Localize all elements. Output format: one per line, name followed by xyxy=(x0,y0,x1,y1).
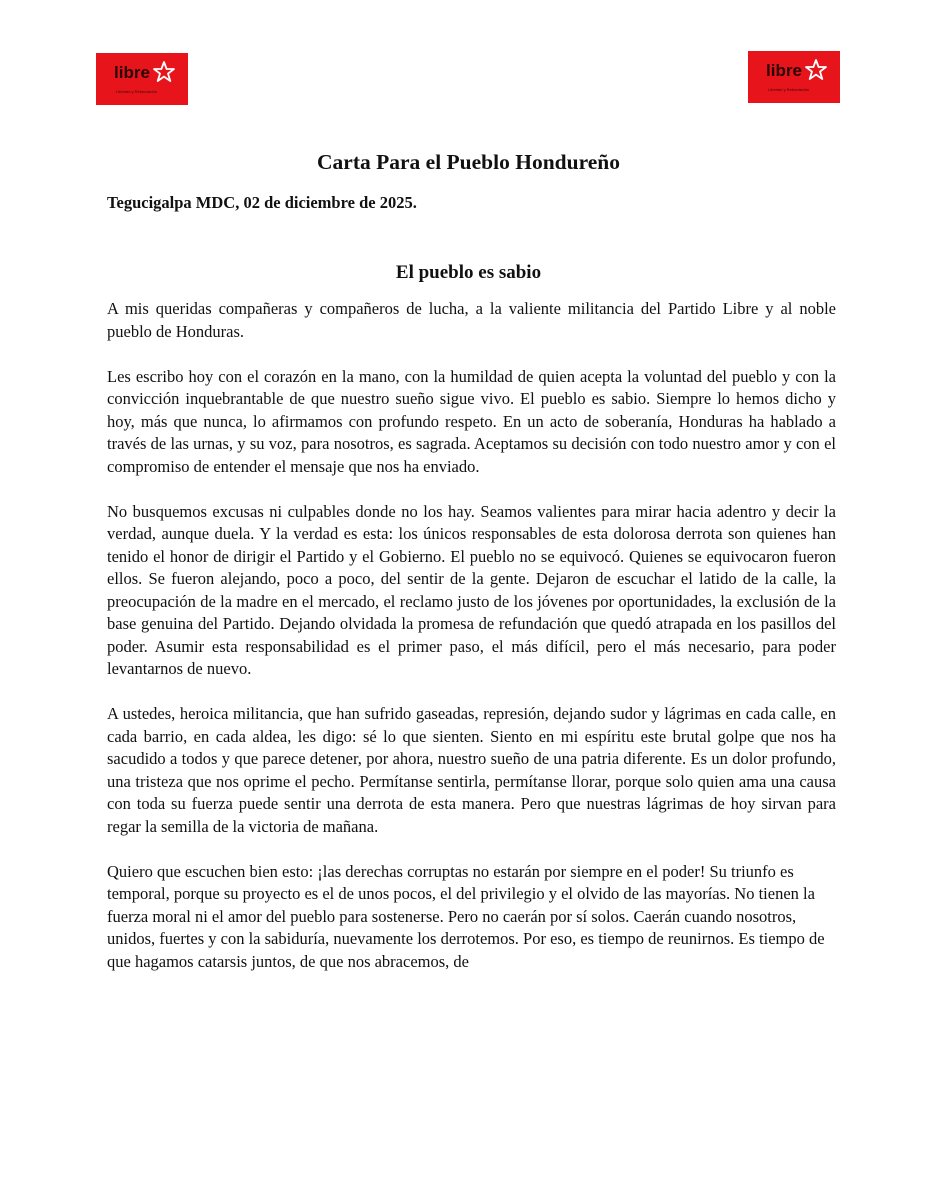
document-title: Carta Para el Pueblo Hondureño xyxy=(317,150,620,174)
paragraph: Les escribo hoy con el corazón en la mano, con la humildad de quien acepta la voluntad del pueblo y con la convicción inquebrantable de que nuestro sueño sigue vivo. El pueblo es sabio. Siempre lo hemos dicho y hoy, más que nunca, lo afirmamos con profundo respeto. En un acto de soberanía, Honduras ha hablado a través de las urnas, y su voz, para nosotros, es sagrada. Aceptamos su decisión con todo nuestro amor y con el compromiso de entender el mensaje que nos ha enviado. xyxy=(107,366,836,476)
logo-wordmark: libre xyxy=(114,63,150,82)
letter-body xyxy=(107,298,836,996)
logo-tagline: Libertad y Refundación xyxy=(768,87,810,92)
paragraph: A ustedes, heroica militancia, que han sufrido gaseadas, represión, dejando sudor y lágrimas en cada calle, en cada barrio, en cada aldea, les digo: sé lo que sienten. Siento en mi espíritu este brutal golpe que nos ha sacudido a todos y que parece detener, por ahora, nuestro sueño de una patria diferente. Es un dolor profundo, una tristeza que nos oprime el pecho. Permítanse sentirla, permítanse llorar, porque solo quien ama una causa con toda su fuerza puede sentir una derrota de esta manera. Pero que nuestras lágrimas de hoy sirvan para regar la semilla de la victoria de mañana. xyxy=(107,704,836,836)
party-logo-right xyxy=(748,51,840,103)
star-icon xyxy=(152,60,176,84)
logo-tagline: Libertad y Refundación xyxy=(116,89,158,94)
party-logo-left xyxy=(96,53,188,105)
paragraph: No busquemos excusas ni culpables donde no los hay. Seamos valientes para mirar hacia adentro y decir la verdad, aunque duela. Y la verdad es esta: los únicos responsables de esta dolorosa derrota son quienes han tenido el honor de dirigir el Partido y el Gobierno. El pueblo no se equivocó. Quienes se equivocaron fueron ellos. Se fueron alejando, poco a poco, del sentir de la gente. Dejaron de escuchar el latido de la calle, la preocupación de la madre en el mercado, el reclamo justo de los jóvenes por oportunidades, la exclusión de la base genuina del Partido. Dejando olvidada la promesa de refundación que quedó atrapada en los pasillos del poder. Asumir esta responsabilidad es el primer paso, el más difícil, pero el más necesario, para poder levantarnos de nuevo. xyxy=(107,501,836,678)
section-heading: El pueblo es sabio xyxy=(395,262,542,283)
dateline: Tegucigalpa MDC, 02 de diciembre de 2025. xyxy=(107,193,417,212)
logo-wordmark: libre xyxy=(766,61,802,80)
paragraph: Quiero que escuchen bien esto: ¡las derechas corruptas no estarán por siempre en el poder! Su triunfo es temporal, porque su proyecto es el de unos pocos, el del privilegio y el olvido de las mayorías. No tienen la fuerza moral ni el amor del pueblo para sostenerse. Pero no caerán por sí solos. Caerán cuando nosotros, unidos, fuertes y con la sabiduría, nuevamente los derrotemos. Por eso, es tiempo de reunirnos. Es tiempo de que hagamos catarsis juntos, de que nos abracemos, de xyxy=(107,861,825,971)
paragraph-salutation: A mis queridas compañeras y compañeros de lucha, a la valiente militancia del Partido Libre y al noble pueblo de Honduras. xyxy=(107,299,836,341)
star-icon xyxy=(804,58,828,82)
